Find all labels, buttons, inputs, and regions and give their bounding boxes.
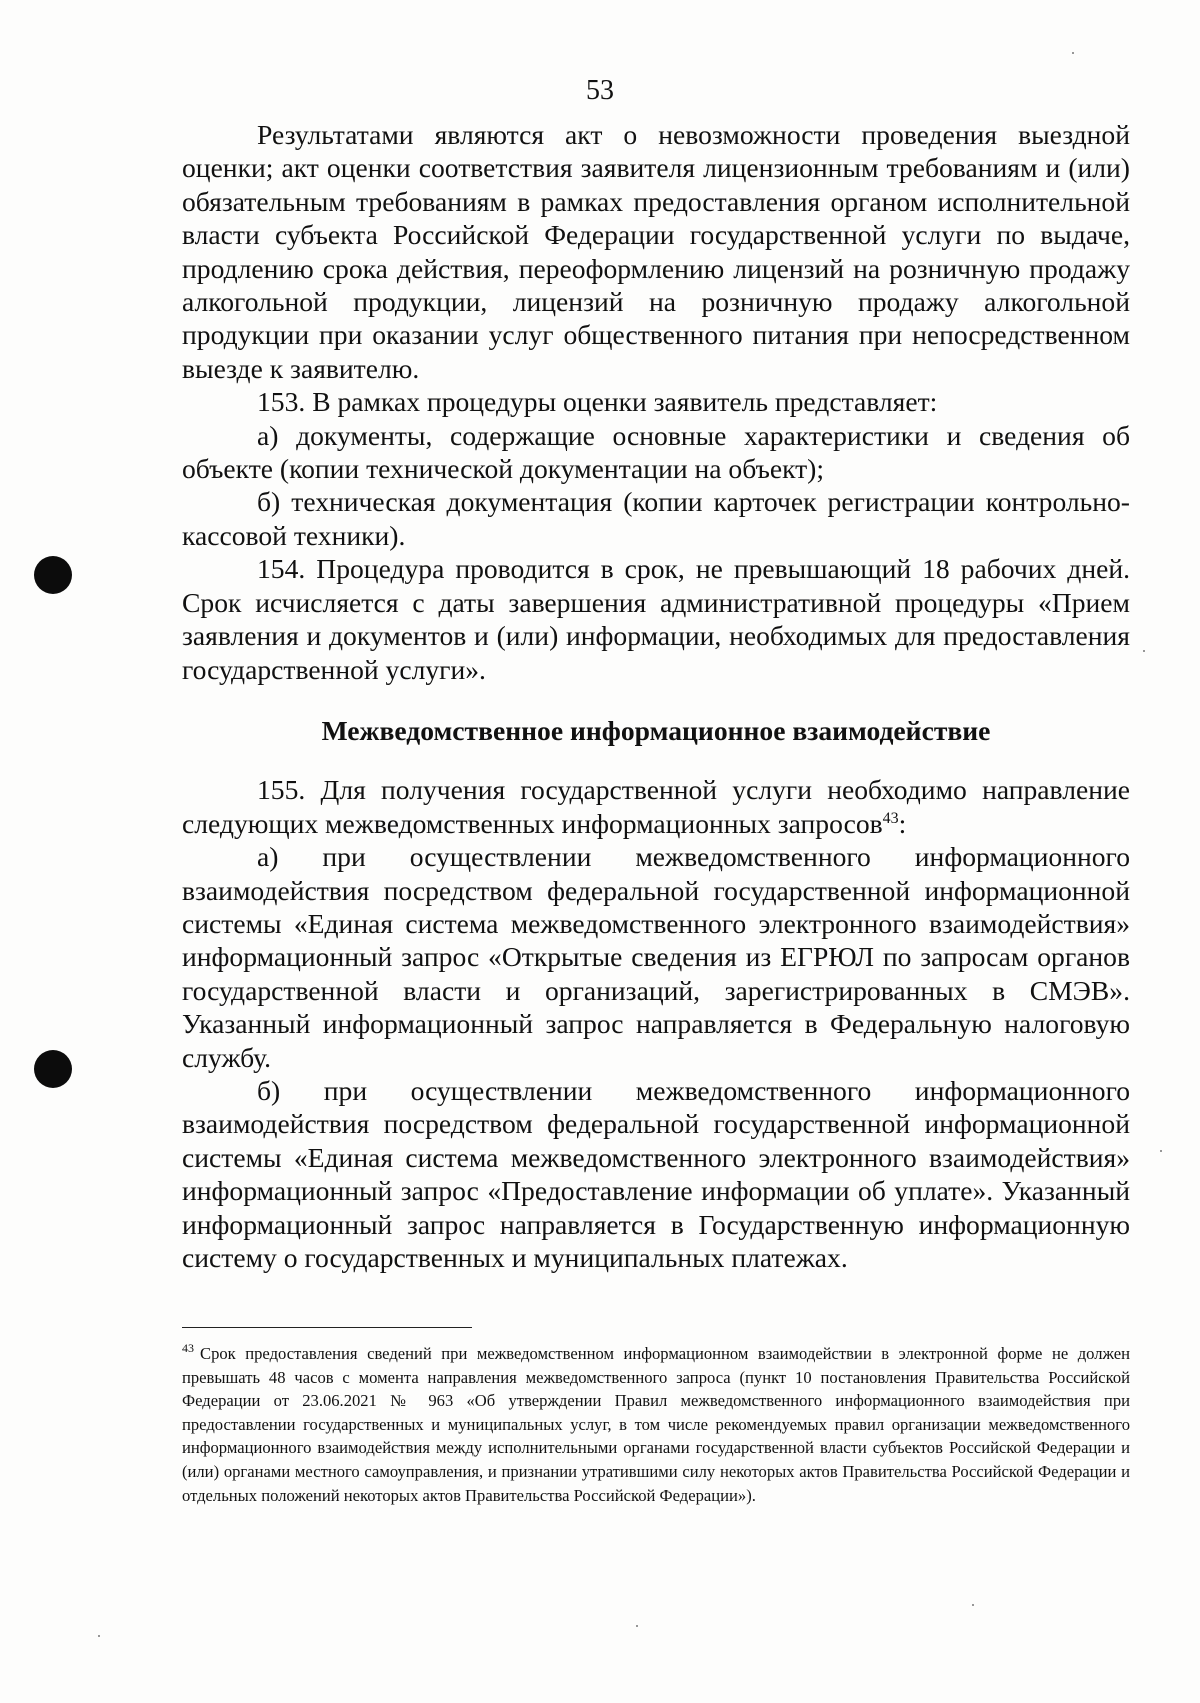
footnote-43 [182,1342,1130,1507]
paragraph-155-a: а) при осуществлении межведомственного информационного взаимодействия посредством федеральной государственной информационной системы «Единая система межведомственного электронного взаимодействия» информационный запрос «Открытые сведения из ЕГРЮЛ по запросам органов государственной власти и организаций, зарегистрированных в СМЭВ». Указанный информационный запрос направляется в Федеральную налоговую службу. [182,841,1130,1073]
document-body [182,118,1130,1274]
paragraph-results: Результатами являются акт о невозможности проведения выездной оценки; акт оценки соответствия заявителя лицензионным требованиям и (или) обязательным требованиям в рамках предоставления органом исполнительной власти субъекта Российской Федерации государственной услуги по выдаче, продлению срока действия, переоформлению лицензий на розничную продажу алкогольной продукции, лицензий на розничную продажу алкогольной продукции при оказании услуг общественного питания при непосредственном выезде к заявителю. [182,119,1130,384]
scan-speck [1143,650,1145,652]
scan-speck [636,1625,638,1627]
section-heading: Межведомственное информационное взаимодействие [321,714,991,746]
scan-speck [972,1604,974,1606]
paragraph-155-b: б) при осуществлении межведомственного информационного взаимодействия посредством федеральной государственной информационной системы «Единая система межведомственного электронного взаимодействия» информационный запрос «Предоставление информации об уплате». Указанный информационный запрос направляется в Государственную информационную систему о государственных и муниципальных платежах. [182,1074,1130,1273]
scan-speck [1072,52,1074,54]
paragraph-153: 153. В рамках процедуры оценки заявитель представляет: [257,386,938,418]
footnote-mark: 43 [182,1341,194,1356]
footnote-text: Срок предоставления сведений при межведомственном информационном взаимодействии в электронной форме не должен превышать 48 часов с момента направления межведомственного запроса (пункт 10 постановления Правительства Российской Федерации от 23.06.2021 № 963 «Об утверждении Правил межведомственного информационного взаимодействия при предоставлении государственных и муниципальных услуг, в том числе рекомендуемых правил организации межведомственного информационного взаимодействия между исполнительными органами государственной власти субъектов Российской Федерации и (или) органами местного самоуправления, и признании утратившими силу некоторых актов Правительства Российской Федерации и отдельных положений некоторых актов Правительства Российской Федерации»). [182,1344,1130,1505]
punch-hole-upper [34,556,72,594]
punch-hole-lower [34,1050,72,1088]
footnote-separator [182,1327,472,1328]
paragraph-155-text: 155. Для получения государственной услуги необходимо направление следующих межведомственных информационных запросов [182,774,1130,839]
scan-speck [1160,1150,1162,1152]
paragraph-154: 154. Процедура проводится в срок, не превышающий 18 рабочих дней. Срок исчисляется с даты завершения административной процедуры «Прием заявления и документов и (или) информации, необходимых для предоставления государственной услуги». [182,553,1130,685]
paragraph-153-a: а) документы, содержащие основные характеристики и сведения об объекте (копии технической документации на объект); [182,419,1130,485]
paragraph-153-b: б) техническая документация (копии карточек регистрации контрольно-кассовой техники). [182,486,1130,551]
page-number: 53 [586,75,614,106]
footnote-reference[interactable]: 43 [882,809,899,827]
scan-speck [98,1635,100,1637]
paragraph-155 [182,773,1130,840]
paragraph-155-tail: : [898,807,907,839]
